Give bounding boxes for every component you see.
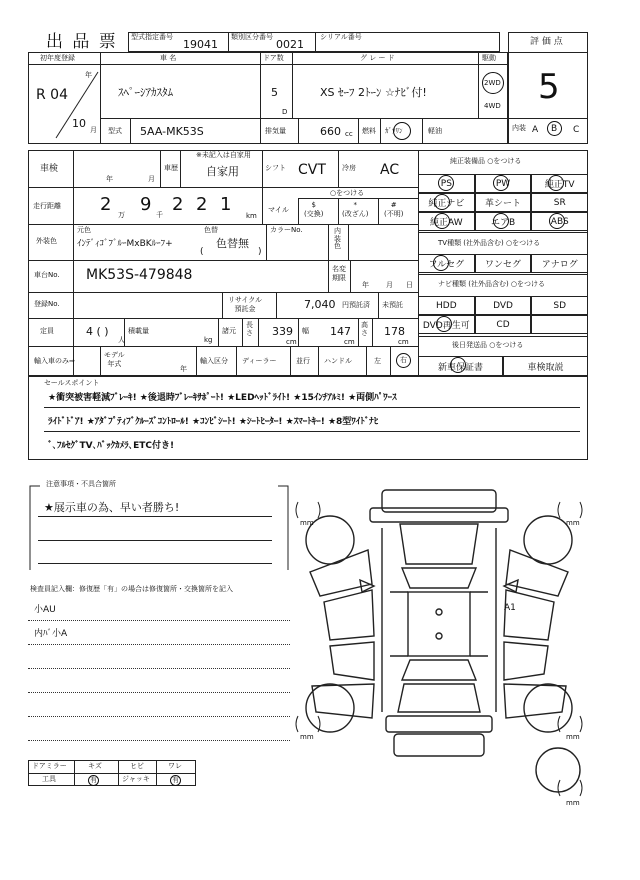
class-no-value: 0021 [276, 38, 304, 51]
navi-title: ナビ種類 (社外品含む) ○をつける [438, 280, 546, 288]
mileage-sen: 千 [156, 211, 163, 219]
len-label: 長さ [246, 321, 253, 337]
cc-unit: cc [345, 130, 353, 138]
tools-h2: キズ [88, 762, 102, 770]
doors-value: 5 [271, 86, 278, 99]
mile-label: マイル [268, 206, 289, 214]
equipment-item-2: 純正TV [531, 174, 588, 193]
tools-r2: 有 [90, 776, 97, 784]
inspector-line-1: 小AU [34, 605, 56, 615]
hgt-value: 178 [384, 325, 405, 338]
navi-item-2: SD [531, 296, 588, 315]
len-cm: cm [286, 338, 297, 346]
tv-title: TV種類 (社外品含む) ○をつける [438, 239, 541, 247]
doors-label: ドア数 [263, 54, 284, 62]
handle-label: ハンドル [324, 357, 352, 365]
interior-c: C [573, 125, 580, 135]
type-cert-value: 19041 [183, 38, 218, 51]
sales-line-3: ﾞ､ﾌﾙｾｸﾞTV､ﾊﾞｯｸｶﾒﾗ､ETC付き! [48, 441, 175, 451]
orig-color-value: ｲﾝﾃﾞｨｺﾞﾌﾞﾙｰMxBKﾙｰﾌ+ [77, 239, 173, 249]
parallel-option: 並行 [296, 357, 310, 365]
import-label: 輸入車のみ⇒ [34, 357, 75, 365]
equipment-item-1: PW [475, 174, 532, 193]
shaken-label: 車検 [40, 164, 59, 174]
navi-item-5 [531, 315, 588, 334]
navi-circle [434, 194, 450, 210]
interior-label: 内装 [512, 124, 526, 132]
recycle-suffix: 円預託済 [342, 301, 370, 309]
mm-front-right: mm [566, 519, 580, 527]
first-reg-label: 初年度登録 [40, 54, 75, 62]
sales-title: セールスポイント [44, 379, 100, 387]
equipment-item-0: PS [418, 174, 475, 193]
car-diagram [290, 480, 590, 810]
later-title: 後日発送品 ○をつける [452, 341, 524, 349]
displacement-label: 排気量 [265, 127, 286, 135]
light-oil: 軽油 [428, 127, 442, 135]
equipment-item-5: SR [531, 193, 588, 212]
mileage-circle-note: ○をつける [330, 189, 365, 197]
nc-day: 日 [406, 281, 413, 289]
name-change-label: 名変 期限 [332, 265, 346, 283]
tools-r3: ジャッキ [122, 775, 150, 783]
grade-value: XS ｾｰﾌ 2ﾄｰﾝ ☆ﾅﾋﾞ付! [320, 86, 427, 99]
swap-label: $ (交換) [304, 201, 324, 219]
wid-value: 147 [330, 325, 351, 338]
later-item-0: 新車保証書 [418, 356, 503, 376]
shaken-year: 年 [106, 175, 113, 183]
nc-year: 年 [362, 281, 369, 289]
navi-item-3: DVD再生可 [418, 315, 475, 334]
hgt-label: 高さ [361, 321, 368, 337]
dealer-option: ディーラー [242, 357, 277, 365]
abs-circle [549, 213, 565, 229]
tools-h1: ドアミラー [32, 762, 67, 770]
class-no-label: 類別区分番号 [231, 33, 273, 41]
door-suffix: D [282, 108, 288, 116]
type-cert-label: 型式指定番号 [131, 33, 173, 41]
airbag-circle [493, 213, 509, 229]
km-unit: km [246, 212, 257, 220]
history-note: ※未記入は自家用 [196, 151, 251, 159]
fuel-label: 燃料 [362, 127, 376, 135]
year-unit: 年 [85, 71, 92, 79]
hgt-cm: cm [398, 338, 409, 346]
page-title: 出 品 票 [46, 32, 118, 52]
equipment-item-3: 純正ナビ [418, 193, 475, 212]
notes-bracket [28, 480, 290, 580]
mm-spare: mm [566, 799, 580, 807]
warranty-circle [450, 357, 466, 373]
recycle-label: リサイクル 預託金 [228, 296, 263, 314]
handle-right: 右 [400, 356, 407, 364]
color-change-value: 色替無 [216, 237, 249, 250]
drive-label: 駆動 [482, 54, 496, 62]
mm-front-left: mm [300, 519, 314, 527]
equipment-item-4: 革シート [475, 193, 532, 212]
displacement-value: 660 [320, 125, 341, 138]
inspector-line-2: 内ﾊﾞ小A [34, 629, 68, 639]
score-value: 5 [538, 67, 560, 107]
model-year-label: モデル 年式 [104, 351, 125, 369]
mileage-man: 万 [118, 211, 125, 219]
score-label: 評 価 点 [530, 37, 563, 47]
wid-cm: cm [344, 338, 355, 346]
tools-h4: ワレ [168, 762, 182, 770]
car-name-label: 車 名 [160, 54, 177, 62]
mileage-digit-5: 1 [220, 194, 232, 215]
fuel-value: ｶﾞｿﾘﾝ [385, 127, 403, 135]
tv-item-1: ワンセグ [475, 254, 532, 273]
ps-circle [438, 175, 454, 191]
equipment-title: 純正装備品 ○をつける [450, 157, 522, 165]
equipment-item-8: ABS [531, 212, 588, 231]
drive-4wd: 4WD [484, 102, 501, 110]
capacity-label: 定員 [40, 327, 54, 335]
mileage-digit-4: 2 [196, 194, 208, 215]
history-value: 自家用 [206, 165, 239, 178]
pw-circle [493, 175, 509, 191]
paren-open: ( [200, 247, 204, 257]
model-year-unit: 年 [180, 365, 187, 373]
orig-color-label: 元色 [77, 226, 91, 234]
history-label: 車歴 [164, 164, 178, 172]
car-name: ｽﾍﾟｰｼｱｶｽﾀﾑ [118, 86, 173, 99]
navi-item-1: DVD [475, 296, 532, 315]
tv-circle [548, 175, 564, 191]
interior-color-label: 内装色 [334, 227, 341, 251]
mm-rear-left: mm [300, 733, 314, 741]
equipment-item-7: エアB [475, 212, 532, 231]
kg-unit: kg [204, 336, 213, 344]
navi-item-4: CD [475, 315, 532, 334]
month-unit: 月 [90, 126, 97, 134]
aw-circle [434, 213, 450, 229]
mileage-digit-1: 2 [100, 194, 112, 215]
tv-item-0: フルセグ [418, 254, 475, 273]
tools-h3: ヒビ [130, 762, 144, 770]
drive-2wd: 2WD [484, 79, 501, 87]
shift-label: シフト [265, 164, 286, 172]
model-value: 5AA-MK53S [140, 125, 204, 138]
shaken-month: 月 [148, 175, 155, 183]
sales-line-1: ★衝突被害軽減ﾌﾞﾚｰｷ! ★後退時ﾌﾞﾚｰｷｻﾎﾟｰﾄ! ★LEDﾍｯﾄﾞﾗｲﾄ! ★15ｲﾝﾁｱﾙﾐ! ★両側ﾊﾟﾜｰｽ [48, 393, 397, 403]
grade-label: グ レ ー ド [360, 54, 395, 62]
mm-rear-right: mm [566, 733, 580, 741]
nc-month: 月 [386, 281, 393, 289]
import-class-label: 輸入区分 [200, 357, 228, 365]
inspector-label: 検査員記入欄：修復歴「有」の場合は修復箇所・交換箇所を記入 [30, 585, 233, 593]
reg-no-label: 登録No. [34, 300, 60, 308]
changed-label: * (改ざん) [342, 201, 369, 219]
capacity-unit: 人 [118, 336, 125, 344]
mileage-digit-2: 9 [140, 194, 152, 215]
capacity-value: 4 ( ) [86, 325, 109, 338]
ac-label: 冷房 [342, 164, 356, 172]
exterior-label: 外装色 [36, 237, 57, 245]
first-reg-month: 10 [72, 117, 86, 130]
wid-label: 幅 [302, 327, 309, 335]
paren-close: ) [258, 247, 262, 257]
mileage-digit-3: 2 [172, 194, 184, 215]
len-value: 339 [272, 325, 293, 338]
tv-item-2: アナログ [531, 254, 588, 273]
load-label: 積載量 [128, 327, 149, 335]
model-label: 型式 [108, 127, 122, 135]
equipment-item-6: 純正AW [418, 212, 475, 231]
tools-r4: 有 [172, 776, 179, 784]
dvd-play-circle [436, 316, 452, 332]
interior-a: A [532, 125, 539, 135]
later-item-1: 車検取説 [503, 356, 588, 376]
fullseg-circle [433, 255, 449, 271]
color-change-label: 色替 [204, 226, 218, 234]
handle-left: 左 [374, 357, 381, 365]
dim-label: 諸元 [222, 327, 236, 335]
chassis-label: 車台No. [34, 271, 60, 279]
recycle-value: 7,040 [304, 298, 336, 311]
notes-text: ★展示車の為、早い者勝ち! [44, 501, 180, 514]
not-deposited: 未預託 [382, 301, 403, 309]
first-reg-era: R 04 [36, 87, 68, 103]
serial-label: シリアル番号 [320, 33, 362, 41]
notes-title: 注意事項・不具合箇所 [46, 480, 116, 488]
shift-value: CVT [298, 162, 326, 178]
damage-mark-a1: A1 [504, 603, 516, 613]
color-no-label: カラーNo. [270, 226, 303, 234]
tools-r1: 工具 [42, 775, 56, 783]
navi-item-0: HDD [418, 296, 475, 315]
interior-b: B [551, 124, 558, 134]
ac-value: AC [380, 162, 400, 178]
unknown-label: # (不明) [384, 201, 404, 219]
sales-line-2: ﾗｲﾄﾞﾄﾞｱ! ★ｱﾀﾞﾌﾟﾃｨﾌﾞｸﾙｰｽﾞｺﾝﾄﾛｰﾙ! ★ｺﾝﾋﾞｼｰﾄ! ★ｼｰﾄﾋｰﾀｰ! ★ｽﾏｰﾄｷｰ! ★8型ﾜｲﾄﾞﾅﾋ [48, 417, 379, 427]
chassis-value: MK53S-479848 [86, 267, 193, 283]
mileage-label: 走行距離 [33, 202, 61, 210]
